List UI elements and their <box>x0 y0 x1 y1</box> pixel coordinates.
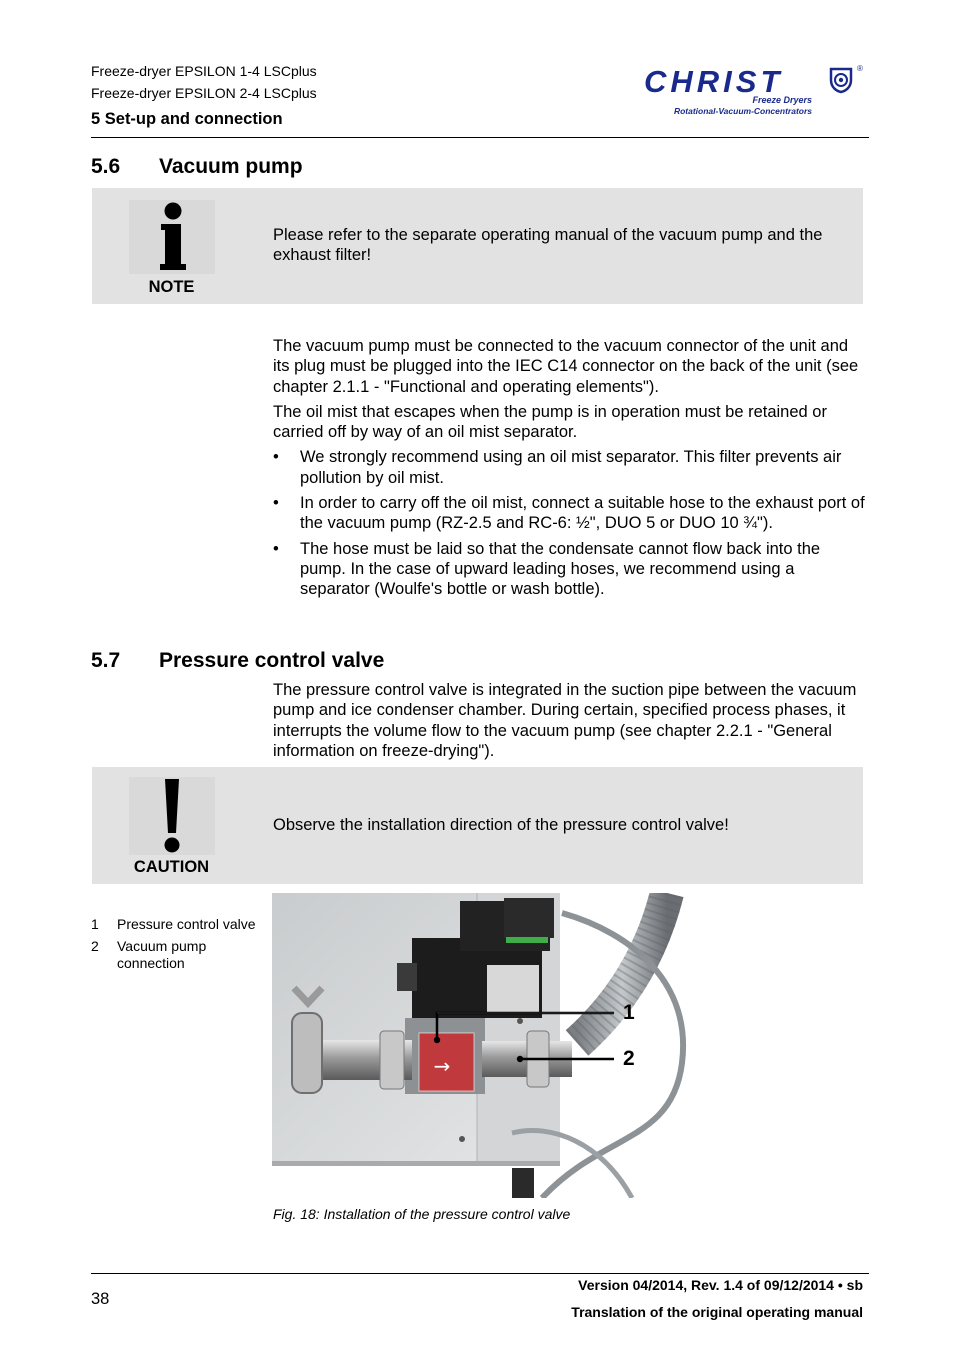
figure-photo <box>272 893 700 1198</box>
bullet-dot: • <box>273 539 279 558</box>
header-section: 5 Set-up and connection <box>91 110 283 128</box>
list-item: • The hose must be laid so that the condensate cannot flow back into the pump. In the case of upward leading hoses, we recommend using a separator (Woulfe's bottle or wash bottle). <box>273 539 821 599</box>
page-number: 38 <box>91 1290 110 1308</box>
section-5-7-para-1: The pressure control valve is integrated in the suction pipe between the vacuum pump and ice condenser chamber. During certain, specified process phases, it interrupts the volume flow to the vacuum pump (see chapter 2.2.1 - "General information on freeze-drying"). <box>273 681 857 760</box>
logo-tagline-2: Rotational-Vacuum-Concentrators <box>673 106 812 116</box>
note-label: NOTE <box>148 278 195 296</box>
exclamation-icon <box>129 777 215 855</box>
callout-1-label: 1 <box>623 1001 635 1024</box>
footer-translation: Translation of the original operating manual <box>571 1304 863 1320</box>
info-i-icon <box>129 200 215 274</box>
legend-item-2: 2 Vacuum pump connection <box>91 938 207 971</box>
header-product-2: Freeze-dryer EPSILON 2-4 LSCplus <box>91 85 317 101</box>
logo-brand: CHRIST <box>644 64 784 99</box>
bullet-dot: • <box>273 448 279 467</box>
svg-text:→: → <box>433 1054 451 1078</box>
list-item: • In order to carry off the oil mist, connect a suitable hose to the exhaust port of the vacuum pump (RZ-2.5 and RC-6: ½", DUO 5 or DUO 10 ¾"). <box>273 494 865 533</box>
legend-item-1: 1 Pressure control valve <box>91 916 256 932</box>
figure-legend <box>91 916 266 977</box>
caution-box <box>92 767 863 884</box>
footer-rule <box>91 1273 869 1274</box>
note-box <box>92 188 863 304</box>
christ-logo <box>640 62 865 120</box>
section-5-7-title: Pressure control valve <box>159 649 385 672</box>
caution-text: Observe the installation direction of the pressure control valve! <box>273 816 729 834</box>
header-rule <box>91 137 869 138</box>
logo-registered: ® <box>857 64 863 73</box>
pressure-valve-photo-icon <box>272 893 700 1198</box>
caution-label: CAUTION <box>133 858 210 876</box>
footer-version: Version 04/2014, Rev. 1.4 of 09/12/2014 • sb <box>578 1277 863 1293</box>
callout-2-label: 2 <box>623 1047 635 1070</box>
section-5-6-title: Vacuum pump <box>159 155 303 178</box>
section-5-6-number: 5.6 <box>91 155 121 178</box>
logo-emblem-icon <box>828 66 854 94</box>
figure-caption: Fig. 18: Installation of the pressure control valve <box>273 1206 571 1222</box>
list-item: • We strongly recommend using an oil mist separator. This filter prevents air pollution by oil mist. <box>273 448 842 487</box>
section-5-7-number: 5.7 <box>91 649 121 672</box>
section-5-6-para-2: The oil mist that escapes when the pump is in operation must be retained or carried off by way of an oil mist separator. <box>273 402 827 442</box>
section-5-6-body <box>273 336 865 605</box>
header-product-1: Freeze-dryer EPSILON 1-4 LSCplus <box>91 63 317 79</box>
note-text: Please refer to the separate operating manual of the vacuum pump and the exhaust filter! <box>273 226 823 265</box>
section-5-6-para-1: The vacuum pump must be connected to the vacuum connector of the unit and its plug must be plugged into the IEC C14 connector on the back of the unit (see chapter 2.1.1 - "Functional and operating elements"). <box>273 337 859 396</box>
bullet-dot: • <box>273 494 279 513</box>
logo-tagline-1: Freeze Dryers <box>752 95 812 105</box>
bullet-list <box>273 447 865 599</box>
